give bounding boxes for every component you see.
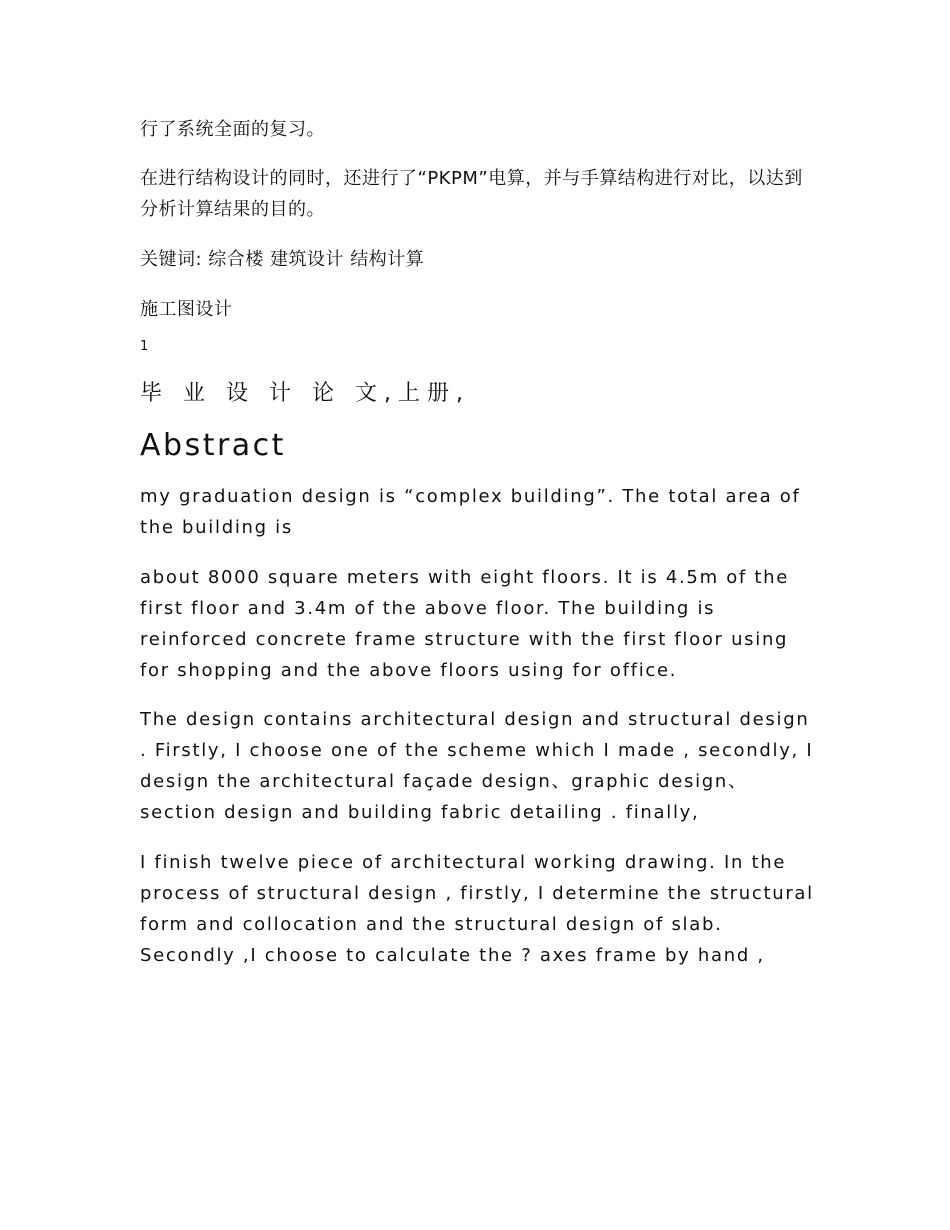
chinese-paragraph-1: 行了系统全面的复习。 [140,119,325,140]
abstract-heading: Abstract [140,428,286,463]
keywords-continuation: 施工图设计 [140,299,233,320]
thesis-heading: 毕 业 设 计 论 文,上册, [140,381,470,406]
document-page [140,114,820,971]
abstract-paragraph-1: my graduation design is “complex building”. The total area of the building is [140,486,801,538]
chinese-paragraph-2: 在进行结构设计的同时，还进行了“PKPM”电算，并与手算结构进行对比，以达到分析计算结果的目的。 [140,168,803,220]
abstract-paragraph-2: about 8000 square meters with eight floors. It is 4.5m of the first floor and 3.4m of the above floor. The building is reinforced concrete frame structure with the first floor using for shopping and the above floors using for office. [140,567,790,681]
abstract-paragraph-3: The design contains architectural design and structural design . Firstly, I choose one of the scheme which I made , secondly, I design the architectural façade design、graphic design、section design and building fabric detailing . finally, [140,709,814,823]
abstract-paragraph-4: I finish twelve piece of architectural working drawing. In the process of structural design , firstly, I determine the structural form and collocation and the structural design of slab. Secondly ,I choose to calculate the ? axes frame by hand , [140,852,814,966]
keywords-line: 关键词: 综合楼 建筑设计 结构计算 [140,249,425,270]
page-number: 1 [140,339,149,354]
